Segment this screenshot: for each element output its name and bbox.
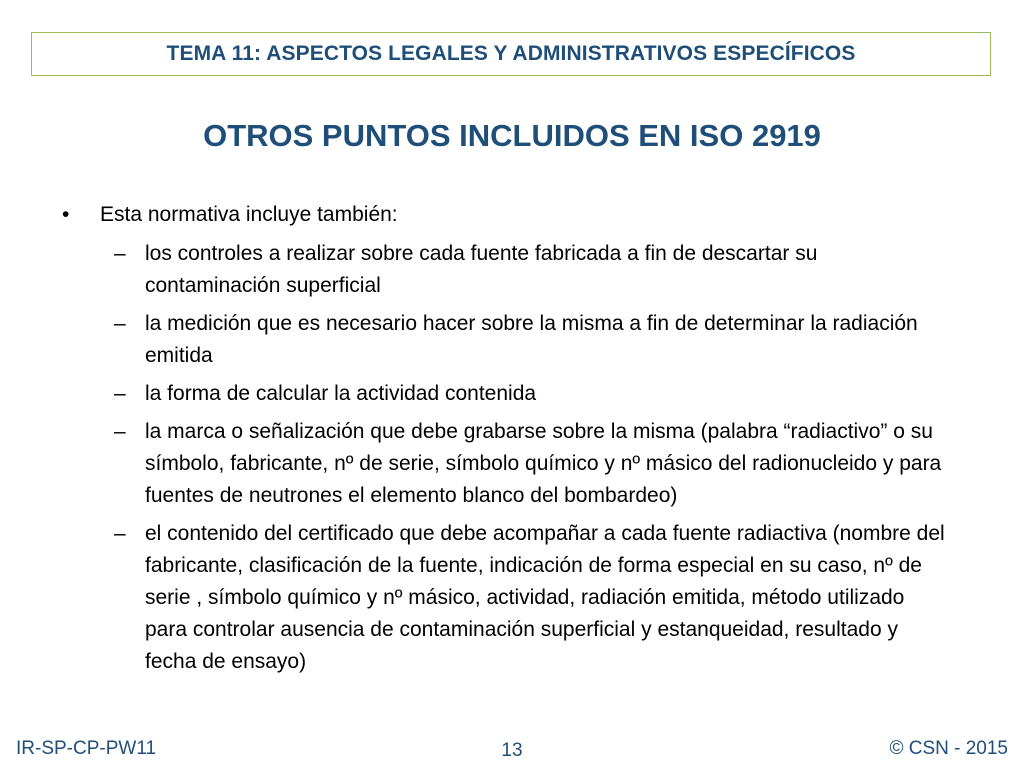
sub-item [62, 518, 962, 678]
dash-marker: – [114, 242, 126, 265]
page-number: 13 [501, 740, 523, 761]
bullet-text: Esta normativa incluye también: [100, 203, 398, 226]
dash-marker: – [114, 420, 126, 443]
sub-list [62, 238, 962, 678]
bullet-marker: • [62, 203, 70, 226]
sub-item [62, 238, 962, 302]
dash-marker: – [114, 522, 126, 545]
sub-item-text: la marca o señalización que debe grabarse sobre la misma (palabra “radiactivo” o su símbolo, fabricante, nº de serie, símbolo químico y nº másico del radionucleido y para fuentes de neutrones el elemento blanco del bombardeo) [145, 420, 942, 507]
footer-code: IR-SP-CP-PW11 [16, 738, 157, 759]
sub-item-text: el contenido del certificado que debe acompañar a cada fuente radiactiva (nombre del fabricante, clasificación de la fuente, indicación de forma especial en su caso, nº de serie , símbolo químico y nº másico, actividad, radiación emitida, método utilizado para controlar ausencia de contaminación superficial y estanqueidad, resultado y fecha de ensayo) [145, 522, 945, 673]
slide-content [62, 200, 962, 684]
bullet-item [62, 200, 962, 230]
dash-marker: – [114, 382, 126, 405]
sub-item [62, 378, 962, 410]
sub-item [62, 416, 962, 512]
header-title: TEMA 11: ASPECTOS LEGALES Y ADMINISTRATIVOS ESPECÍFICOS [166, 42, 856, 65]
sub-item-text: los controles a realizar sobre cada fuente fabricada a fin de descartar su contaminación superficial [145, 242, 818, 297]
dash-marker: – [114, 312, 126, 335]
sub-item-text: la forma de calcular la actividad contenida [145, 382, 537, 405]
sub-item-text: la medición que es necesario hacer sobre la misma a fin de determinar la radiación emitida [145, 312, 918, 367]
footer-copyright: © CSN - 2015 [889, 738, 1008, 759]
slide-title: OTROS PUNTOS INCLUIDOS EN ISO 2919 [203, 118, 821, 153]
sub-item [62, 308, 962, 372]
header-box [31, 32, 991, 76]
